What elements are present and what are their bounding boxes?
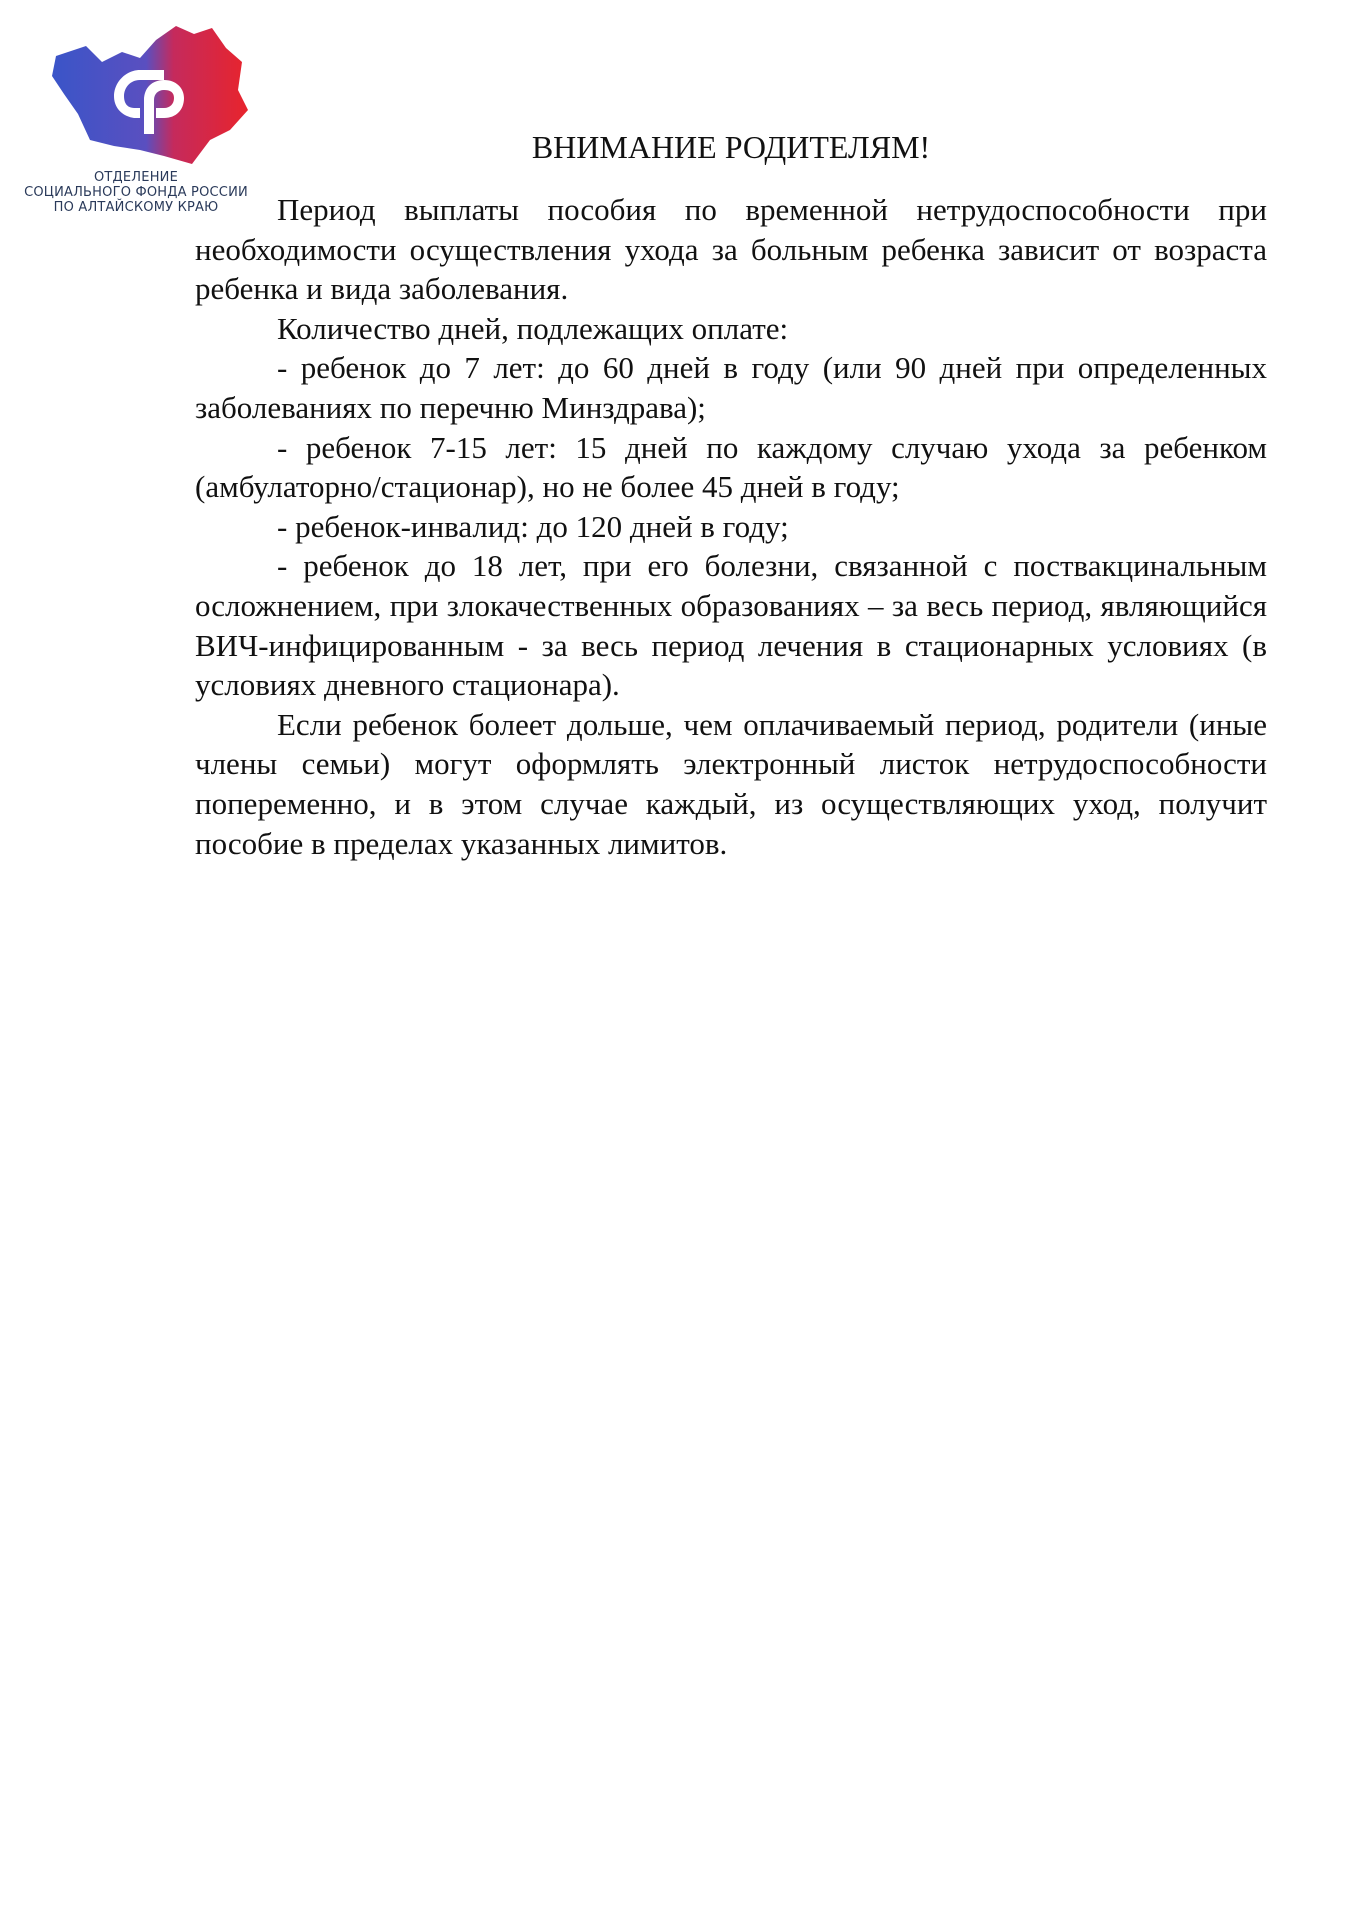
logo-caption-line: ПО АЛТАЙСКОМУ КРАЮ — [53, 200, 219, 215]
paragraph-days-heading: Количество дней, подлежащих оплате: — [277, 310, 789, 346]
document-title: ВНИМАНИЕ РОДИТЕЛЯМ! — [531, 129, 931, 165]
list-item-disabled-child: - ребенок-инвалид: до 120 дней в году; — [277, 508, 789, 544]
list-item-under-18: - ребенок до 18 лет, при его болезни, связанной с поствакцинальным осложнением, при злокачественных образованиях – за весь период, являющийся ВИЧ-инфицированным - за весь период лечения в стационарных условиях (в условиях дневного стационара). — [195, 548, 1267, 703]
paragraph-intro: Период выплаты пособия по временной нетрудоспособности при необходимости осуществления ухода за больным ребенка зависит от возраста ребенка и вида заболевания. — [195, 192, 1267, 307]
list-item-7-15: - ребенок 7-15 лет: 15 дней по каждому случаю ухода за ребенком (амбулаторно/стационар), но не более 45 дней в году; — [195, 429, 1267, 505]
paragraph-conclusion: Если ребенок болеет дольше, чем оплачиваемый период, родители (иные члены семьи) могут оформлять электронный листок нетрудоспособности попеременно, и в этом случае каждый, из осуществляющих уход, получит пособие в пределах указанных лимитов. — [195, 706, 1267, 861]
logo-caption-line: ОТДЕЛЕНИЕ — [93, 170, 179, 185]
list-item-under-7: - ребенок до 7 лет: до 60 дней в году (или 90 дней при определенных заболеваниях по перечню Минздрава); — [195, 350, 1267, 425]
logo-caption-line: СОЦИАЛЬНОГО ФОНДА РОССИИ — [24, 185, 248, 200]
document-body — [195, 190, 1267, 863]
